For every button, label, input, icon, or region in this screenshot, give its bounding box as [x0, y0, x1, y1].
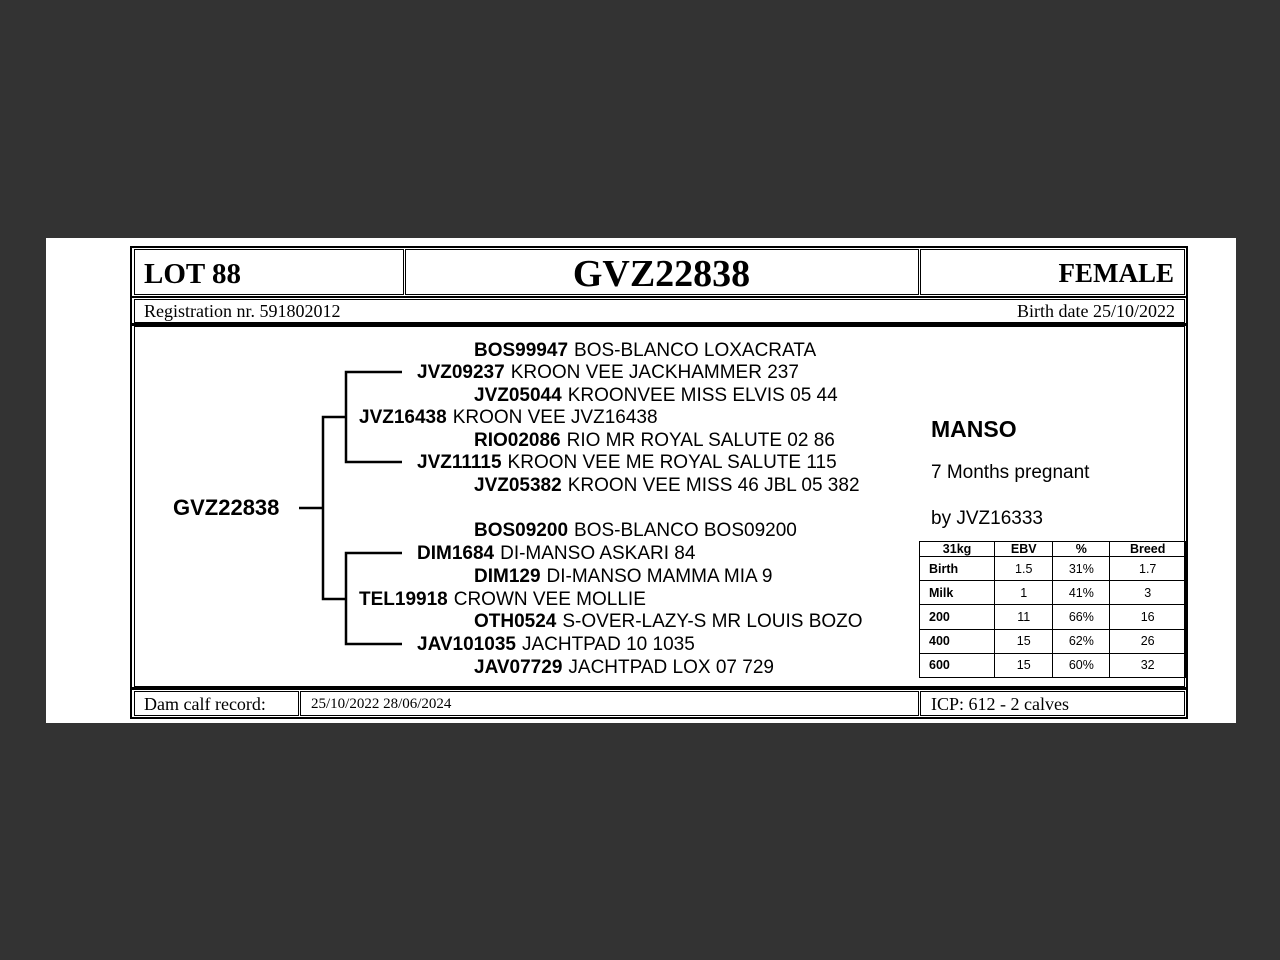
table-row [920, 605, 1186, 629]
ebv-trait: 600 [920, 653, 995, 677]
ebv-table [919, 541, 1186, 678]
ebv-header-weight: 31kg [920, 542, 995, 557]
pedigree-dam: TEL19918 CROWN VEE MOLLIE [359, 589, 646, 610]
animal-id: GVZ22838 [173, 495, 280, 520]
ebv-value: 15 [995, 653, 1053, 677]
ebv-percent: 31% [1053, 557, 1110, 581]
ebv-percent: 66% [1053, 605, 1110, 629]
pedigree-sire-dam-dam: JVZ05382 KROON VEE MISS 46 JBL 05 382 [474, 475, 860, 496]
dam-calf-record-dates: 25/10/2022 28/06/2024 [311, 696, 452, 712]
ebv-value: 11 [995, 605, 1053, 629]
pedigree-sire: JVZ16438 KROON VEE JVZ16438 [359, 407, 658, 428]
ebv-trait: Birth [920, 557, 995, 581]
table-row [920, 557, 1186, 581]
animal-code-title: GVZ22838 [572, 253, 751, 295]
pedigree-sire-sire-sire: BOS99947 BOS-BLANCO LOXACRATA [474, 340, 817, 361]
pedigree-dam-sire-sire: BOS09200 BOS-BLANCO BOS09200 [474, 520, 797, 541]
sex-label: FEMALE [1058, 258, 1174, 288]
owner-name: MANSO [931, 416, 1017, 442]
table-row [920, 629, 1186, 653]
pregnant-by: by JVZ16333 [931, 508, 1043, 529]
pedigree-dam-sire: DIM1684 DI-MANSO ASKARI 84 [417, 543, 696, 564]
pedigree-sire-dam-sire: RIO02086 RIO MR ROYAL SALUTE 02 86 [474, 430, 835, 451]
ebv-value: 15 [995, 629, 1053, 653]
ebv-breed: 3 [1110, 581, 1186, 605]
pedigree-dam-dam-sire: OTH0524 S-OVER-LAZY-S MR LOUIS BOZO [474, 611, 863, 632]
pedigree-dam-sire-dam: DIM129 DI-MANSO MAMMA MIA 9 [474, 566, 773, 587]
icp-summary: ICP: 612 - 2 calves [931, 694, 1069, 714]
pedigree-sire-sire: JVZ09237 KROON VEE JACKHAMMER 237 [417, 362, 799, 383]
pedigree-dam-dam-dam: JAV07729 JACHTPAD LOX 07 729 [474, 657, 774, 678]
ebv-trait: 400 [920, 629, 995, 653]
table-row [920, 581, 1186, 605]
ebv-breed: 1.7 [1110, 557, 1186, 581]
ebv-value: 1.5 [995, 557, 1053, 581]
ebv-percent: 62% [1053, 629, 1110, 653]
dam-calf-record-label: Dam calf record: [144, 694, 266, 714]
table-row [920, 653, 1186, 677]
ebv-trait: 200 [920, 605, 995, 629]
ebv-table-header-row [920, 542, 1186, 557]
ebv-breed: 26 [1110, 629, 1186, 653]
pedigree-dam-dam: JAV101035 JACHTPAD 10 1035 [417, 634, 695, 655]
ebv-percent: 60% [1053, 653, 1110, 677]
ebv-breed: 16 [1110, 605, 1186, 629]
ebv-breed: 32 [1110, 653, 1186, 677]
pedigree-sire-dam: JVZ11115 KROON VEE ME ROYAL SALUTE 115 [417, 452, 837, 473]
birth-date: Birth date 25/10/2022 [1017, 301, 1175, 321]
registration-number: Registration nr. 591802012 [144, 301, 341, 321]
ebv-header-ebv: EBV [995, 542, 1053, 557]
ebv-trait: Milk [920, 581, 995, 605]
lot-number: LOT 88 [144, 258, 241, 290]
pregnancy-status: 7 Months pregnant [931, 462, 1090, 483]
ebv-header-percent: % [1053, 542, 1110, 557]
pedigree-sire-sire-dam: JVZ05044 KROONVEE MISS ELVIS 05 44 [474, 385, 838, 406]
ebv-header-breed: Breed [1110, 542, 1186, 557]
ebv-value: 1 [995, 581, 1053, 605]
ebv-percent: 41% [1053, 581, 1110, 605]
